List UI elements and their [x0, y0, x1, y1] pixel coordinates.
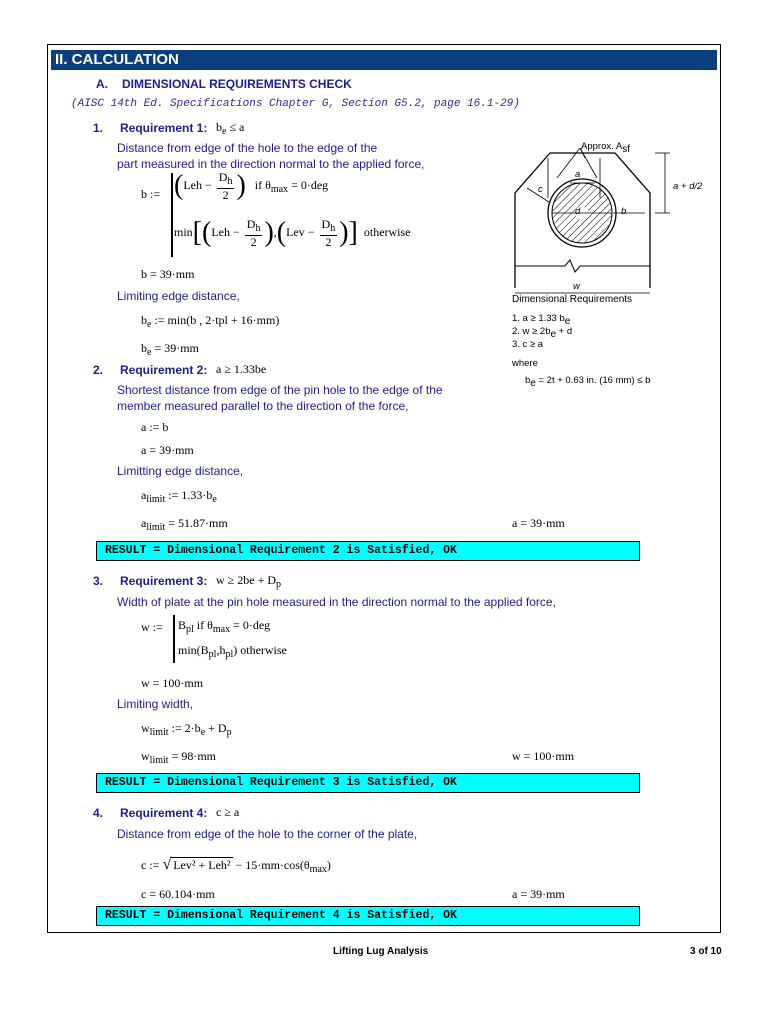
approx-asf-label: Approx. Asf	[581, 141, 630, 155]
a-compare-4: a = 39·mm	[512, 887, 565, 901]
req4-title: Requirement 4:	[120, 806, 208, 820]
a-compare: a = 39·mm	[512, 516, 565, 530]
be-definition: $b_e$ := min(b , 2·tpl + 16·mm)	[141, 313, 280, 330]
req2-title: Requirement 2:	[120, 363, 208, 377]
w-definition-lhs: w :=	[141, 620, 163, 634]
lug-diagram	[505, 138, 705, 303]
c-result: c = 60.104·mm	[141, 887, 215, 901]
b-case2: min[(Leh − $\frac{D_h}{2}$ ),(Lev − $\frac{D_h}{2}$ )] otherwise	[174, 216, 411, 249]
piecewise-bracket	[171, 173, 173, 257]
b-definition-lhs: b :=	[141, 187, 161, 201]
req4-desc: Distance from edge of the hole to the corner of the plate,	[117, 827, 418, 841]
req2-result-banner: RESULT = Dimensional Requirement 2 is Satisfied, OK	[96, 541, 640, 561]
req1-condition: $b_e \le a$	[216, 120, 245, 137]
w-result: w = 100·mm	[141, 676, 204, 690]
be-result: $b_e = 39\cdot mm$	[141, 341, 199, 358]
req3-limit-label: Limiting width,	[117, 697, 194, 711]
wlimit-result: $w_{limit} = 98\cdot mm$	[141, 749, 217, 766]
dim-right-label: a + d/2	[673, 181, 703, 192]
subsection-title: DIMENSIONAL REQUIREMENTS CHECK	[122, 77, 352, 91]
page-number: 3 of 10	[690, 946, 722, 957]
dim-b-label: b	[621, 206, 627, 217]
req2-number: 2.	[93, 363, 104, 377]
w-case1: $B_{pl}$ if $\theta_{max} = 0\cdot deg$	[178, 618, 271, 635]
req3-number: 3.	[93, 574, 104, 588]
dim-w-label: w	[573, 281, 580, 292]
alimit-result: $a_{limit} = 51.87\cdot mm$	[141, 516, 228, 533]
b-result: b = 39·mm	[141, 267, 195, 281]
section-title: II. CALCULATION	[51, 50, 717, 70]
c-definition: c := √ $Lev^2 + Leh^2 - 15\cdot mm\cdot\cos(\theta_{max})$	[141, 856, 331, 875]
req3-condition: $w \ge 2be + D_p$	[216, 573, 282, 590]
rule-1: 1. a ≥ 1.33 be	[512, 313, 571, 327]
req4-result-banner: RESULT = Dimensional Requirement 4 is Satisfied, OK	[96, 906, 640, 926]
rule-3: 3. c ≥ a	[512, 339, 544, 350]
be-formula: be = 2t + 0.63 in. (16 mm) ≤ b	[525, 375, 651, 389]
req2-limit-label: Limitting edge distance,	[117, 464, 244, 478]
subsection-label: A.	[96, 77, 108, 91]
dim-c-label: c	[538, 184, 543, 195]
dim-a-label: a	[575, 169, 581, 180]
req2-desc-line2: member measured parallel to the direction of the force,	[117, 399, 409, 413]
wlimit-definition: $w_{limit}$ := $2\cdot b_e + D_p$	[141, 721, 232, 738]
req2-desc-line1: Shortest distance from edge of the pin hole to the edge of the	[117, 383, 443, 397]
req4-condition: c ≥ a	[216, 805, 240, 819]
req1-desc-line2: part measured in the direction normal to the applied force,	[117, 157, 425, 171]
a-definition: a := b	[141, 420, 169, 434]
break-line	[515, 260, 650, 272]
w-compare: w = 100·mm	[512, 749, 575, 763]
alimit-definition: $a_{limit}$ := $1.33\cdot b_e$	[141, 488, 217, 505]
w-piecewise-bracket	[173, 615, 175, 663]
req3-title: Requirement 3:	[120, 574, 208, 588]
footer-title: Lifting Lug Analysis	[333, 946, 429, 957]
req1-title: Requirement 1:	[120, 121, 208, 135]
req2-condition: a ≥ 1.33be	[216, 362, 267, 376]
figure-caption: Dimensional Requirements	[512, 294, 633, 305]
spec-reference: (AISC 14th Ed. Specifications Chapter G, Section G5.2, page 16.1-29)	[71, 98, 520, 110]
dim-d-label: d	[575, 206, 581, 217]
req1-limit-label: Limiting edge distance,	[117, 289, 240, 303]
req1-desc-line1: Distance from edge of the hole to the edge of the	[117, 141, 378, 155]
req3-result-banner: RESULT = Dimensional Requirement 3 is Satisfied, OK	[96, 773, 640, 793]
req3-desc: Width of plate at the pin hole measured in the direction normal to the applied force,	[117, 595, 556, 609]
a-result: a = 39·mm	[141, 443, 194, 457]
w-case2: $\min(B_{pl},h_{pl})$ otherwise	[178, 643, 287, 660]
rule-2: 2. w ≥ 2be + d	[512, 326, 573, 340]
req4-number: 4.	[93, 806, 104, 820]
b-case1: (Leh − $\frac{D_h}{2}$ ) if $\theta_{max} = 0\cdot deg$	[174, 169, 329, 202]
req1-number: 1.	[93, 121, 104, 135]
where-label: where	[512, 358, 538, 369]
